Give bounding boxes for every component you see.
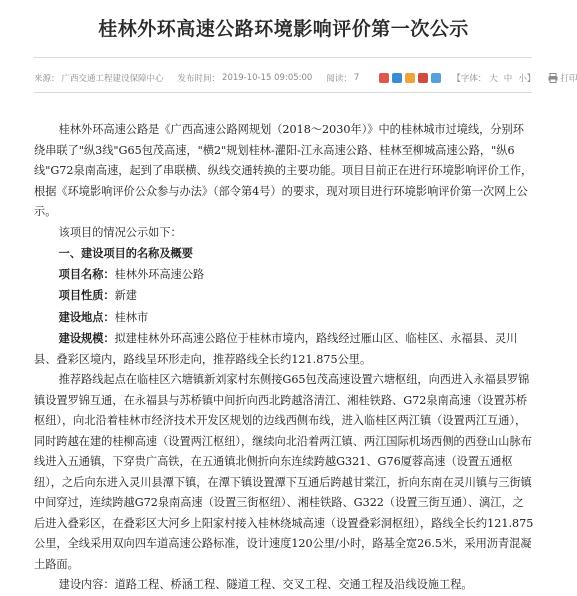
location-value: 桂林市 bbox=[114, 310, 149, 324]
share-more-icon[interactable] bbox=[431, 73, 441, 83]
font-label: 【字体： bbox=[452, 74, 487, 84]
print-label: 打印 bbox=[560, 74, 577, 84]
printer-icon bbox=[548, 73, 558, 83]
share-qzone-icon[interactable] bbox=[392, 73, 402, 83]
scale-value: 拟建桂林外环高速公路位于桂林市境内，路线经过雁山区、临桂区、永福县、灵川县、叠彩区境内，路线呈环形走向，推荐路线全长约121.875公里。 bbox=[34, 332, 518, 366]
scale-label: 建设规模： bbox=[58, 331, 115, 345]
share-wechat-icon[interactable] bbox=[405, 73, 415, 83]
project-nature-label: 项目性质： bbox=[58, 288, 115, 302]
construction-content: 建设内容：道路工程、桥涵工程、隧道工程、交叉工程、交通工程及沿线设施工程。 bbox=[58, 578, 473, 591]
print-button[interactable] bbox=[548, 72, 577, 84]
project-name-value: 桂林外环高速公路 bbox=[114, 267, 205, 281]
article-body bbox=[34, 120, 534, 596]
views-value: 7 bbox=[353, 73, 360, 83]
route-paragraph: 推荐路线起点在临桂区六塘镇新刘家村东侧接G65包茂高速设置六塘枢纽，向西进入永福县罗锦镇设置罗锦互通，在永福县与苏桥镇中间折向西北跨越洛清江、湘桂铁路、G72泉南高速（设置苏桥枢纽），向北沿着桂林市经济技术开发区规划的边线西侧布线，进入临桂区两江镇（设置两江互通），同时跨越在建的桂柳高速（设置两江枢纽），继续向北沿着两江镇、两江国际机场西侧的西登山山脉布线进入五通镇，下穿贵广高铁，在五通镇北侧折向东连续跨越G321、G76厦蓉高速（设置五通枢纽），之后向东进入灵川县潭下镇，在潭下镇设置潭下互通后跨越甘棠江，折向东南在灵川镇与三街镇中间穿过，连续跨越G72泉南高速（设置三街枢纽）、湘桂铁路、G322（设置三街互通）、漓江，之后进入叠彩区，在叠彩区大河乡上阳家村接入桂林绕城高速（设置叠彩洞枢纽），路线全长约121.875公里，全线采用双向四车道高速公路标准，设计速度120公里/小时，路基全宽26.5米，采用沥青混凝土路面。 bbox=[34, 373, 534, 571]
section-heading: 一、建设项目的名称及概要 bbox=[58, 246, 193, 260]
font-small-button[interactable]: 小】 bbox=[518, 74, 536, 84]
article-title: 桂林外环高速公路环境影响评价第一次公示 bbox=[98, 18, 469, 40]
time-value: 2019-10-15 09:05:00 bbox=[222, 73, 313, 83]
font-medium-button[interactable]: 中 bbox=[503, 74, 513, 84]
font-large-button[interactable]: 大 bbox=[489, 74, 498, 84]
source-value: 广西交通工程建设保障中心 bbox=[61, 74, 164, 84]
meta-divider bbox=[34, 92, 532, 93]
share-renren-icon[interactable] bbox=[418, 73, 428, 83]
share-icons bbox=[379, 73, 444, 83]
title-divider bbox=[34, 57, 532, 58]
notice-intro: 该项目的情况公示如下： bbox=[58, 225, 182, 239]
time-label: 发布时间： bbox=[177, 74, 221, 84]
project-nature-value: 新建 bbox=[114, 289, 137, 302]
source-label: 来源： bbox=[34, 74, 60, 84]
article-meta-bar bbox=[34, 68, 577, 88]
location-label: 建设地点： bbox=[58, 309, 115, 324]
share-weibo-icon[interactable] bbox=[379, 73, 389, 83]
font-size-controls bbox=[452, 72, 538, 84]
project-name-label: 项目名称： bbox=[58, 266, 115, 281]
views-label: 阅读： bbox=[326, 74, 352, 84]
intro-paragraph: 桂林外环高速公路是《广西高速公路网规划（2018～2030年）》中的桂林城市过境线，分别环绕串联了"纵3线"G65包茂高速，"横2"规划桂林-灌阳-江永高速公路、桂林至柳城高速公路，"纵6线"G72泉南高速，起到了串联横、纵线交通转换的主要功能。项目目前正在进行环境影响评价工作，根据《环境影响评价公众参与办法》（部令第4号）的要求，现对项目进行环境影响评价第一次网上公示。 bbox=[34, 123, 533, 218]
